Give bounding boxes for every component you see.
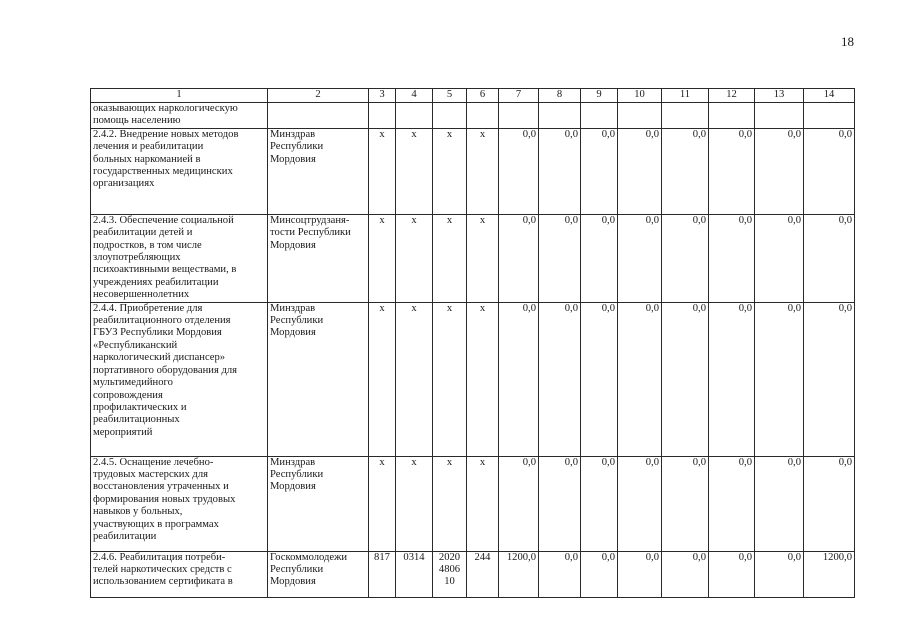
executor-cell bbox=[268, 302, 369, 456]
value-cell-7: 0,0 bbox=[499, 302, 539, 456]
activity-name-line: несовершеннолетних bbox=[93, 289, 190, 301]
value-cell-9 bbox=[581, 103, 618, 129]
activity-name-line: помощь населению bbox=[93, 115, 181, 127]
value-cell-10: 0,0 bbox=[618, 128, 662, 214]
code-cell-3: х bbox=[369, 302, 396, 456]
column-header-5: 5 bbox=[433, 89, 467, 103]
activity-name-line: восстановления утраченных и bbox=[93, 481, 229, 493]
executor-line: Минздрав bbox=[270, 128, 316, 140]
code-cell-5: х bbox=[433, 302, 467, 456]
executor-line: Мордовия bbox=[270, 576, 316, 588]
activity-name-line: портативного оборудования для bbox=[93, 364, 238, 376]
executor-line: Республики bbox=[270, 315, 324, 327]
activity-name-line: трудовых мастерских для bbox=[93, 469, 208, 481]
activity-name-line: навыков у больных, bbox=[93, 506, 183, 518]
executor-line: Республики bbox=[270, 141, 324, 153]
activity-name-line: формирования новых трудовых bbox=[93, 493, 236, 505]
activity-name-cell bbox=[91, 103, 268, 129]
value-cell-14 bbox=[804, 103, 855, 129]
table-row bbox=[91, 302, 855, 456]
executor-line: Мордовия bbox=[270, 239, 316, 251]
activity-name-line: профилактических и bbox=[93, 401, 187, 413]
activity-name-line: наркологический диспансер» bbox=[93, 352, 226, 364]
value-cell-13: 0,0 bbox=[755, 456, 804, 551]
value-cell-7: 1200,0 bbox=[499, 551, 539, 597]
executor-line: Минздрав bbox=[270, 456, 316, 468]
value-cell-11 bbox=[662, 103, 709, 129]
value-cell-14: 0,0 bbox=[804, 456, 855, 551]
activity-name-line: телей наркотических средств с bbox=[93, 564, 232, 576]
value-cell-7: 0,0 bbox=[499, 128, 539, 214]
executor-cell bbox=[268, 214, 369, 302]
column-header-8: 8 bbox=[539, 89, 581, 103]
value-cell-14: 0,0 bbox=[804, 302, 855, 456]
table-row bbox=[91, 456, 855, 551]
code-cell-5: 2020 4806 10 bbox=[433, 551, 467, 597]
value-cell-13: 0,0 bbox=[755, 302, 804, 456]
value-cell-11: 0,0 bbox=[662, 128, 709, 214]
value-cell-9: 0,0 bbox=[581, 302, 618, 456]
code-cell-3: х bbox=[369, 456, 396, 551]
code-cell-6: х bbox=[467, 302, 499, 456]
activity-name-line: злоупотребляющих bbox=[93, 252, 181, 264]
code-cell-6: х bbox=[467, 128, 499, 214]
activity-name-line: 2.4.3. Обеспечение социальной bbox=[93, 214, 234, 226]
value-cell-13: 0,0 bbox=[755, 551, 804, 597]
value-cell-11: 0,0 bbox=[662, 551, 709, 597]
activity-name-line: реабилитации детей и bbox=[93, 227, 193, 239]
value-cell-7: 0,0 bbox=[499, 456, 539, 551]
column-header-2: 2 bbox=[268, 89, 369, 103]
value-cell-10: 0,0 bbox=[618, 456, 662, 551]
executor-line: Минздрав bbox=[270, 302, 316, 314]
activity-name-line: сопровождения bbox=[93, 389, 163, 401]
value-cell-10: 0,0 bbox=[618, 214, 662, 302]
column-header-1: 1 bbox=[91, 89, 268, 103]
code-cell-4: х bbox=[396, 456, 433, 551]
activity-name-line: реабилитационных bbox=[93, 414, 180, 426]
code-cell-6: х bbox=[467, 214, 499, 302]
value-cell-12: 0,0 bbox=[709, 302, 755, 456]
activity-name-line: лечения и реабилитации bbox=[93, 141, 204, 153]
value-cell-12: 0,0 bbox=[709, 551, 755, 597]
activity-name-line: организациях bbox=[93, 178, 155, 190]
table-body bbox=[91, 103, 855, 598]
executor-line: тости Республики bbox=[270, 227, 351, 239]
activity-name-line: 2.4.5. Оснащение лечебно- bbox=[93, 456, 214, 468]
activity-name-line: подростков, в том числе bbox=[93, 239, 202, 251]
code-cell-4: 0314 bbox=[396, 551, 433, 597]
header-row bbox=[91, 89, 855, 103]
code-cell-3: х bbox=[369, 128, 396, 214]
code-cell-4: х bbox=[396, 214, 433, 302]
activity-name-line: психоактивными веществами, в bbox=[93, 264, 237, 276]
activity-name-line: «Республиканский bbox=[93, 339, 178, 351]
value-cell-9: 0,0 bbox=[581, 128, 618, 214]
code-cell-5: х bbox=[433, 214, 467, 302]
code-cell-5: х bbox=[433, 456, 467, 551]
code-cell-4: х bbox=[396, 128, 433, 214]
column-header-7: 7 bbox=[499, 89, 539, 103]
activity-name-line: 2.4.2. Внедрение новых методов bbox=[93, 128, 239, 140]
column-header-4: 4 bbox=[396, 89, 433, 103]
value-cell-8: 0,0 bbox=[539, 456, 581, 551]
value-cell-8: 0,0 bbox=[539, 302, 581, 456]
value-cell-8 bbox=[539, 103, 581, 129]
activity-name-cell bbox=[91, 456, 268, 551]
value-cell-14: 0,0 bbox=[804, 214, 855, 302]
code-cell-3 bbox=[369, 103, 396, 129]
value-cell-14: 0,0 bbox=[804, 128, 855, 214]
column-header-6: 6 bbox=[467, 89, 499, 103]
value-cell-9: 0,0 bbox=[581, 551, 618, 597]
value-cell-10: 0,0 bbox=[618, 302, 662, 456]
value-cell-7: 0,0 bbox=[499, 214, 539, 302]
table-row bbox=[91, 214, 855, 302]
executor-line: Мордовия bbox=[270, 481, 316, 493]
code-cell-6: х bbox=[467, 456, 499, 551]
activity-name-cell bbox=[91, 302, 268, 456]
page-number: 18 bbox=[841, 34, 854, 49]
executor-line: Республики bbox=[270, 469, 324, 481]
activity-name-line: реабилитации bbox=[93, 531, 157, 543]
code-cell-6: 244 bbox=[467, 551, 499, 597]
executor-cell bbox=[268, 103, 369, 129]
value-cell-14: 1200,0 bbox=[804, 551, 855, 597]
activity-name-cell bbox=[91, 128, 268, 214]
activity-name-line: мультимедийного bbox=[93, 377, 173, 389]
value-cell-8: 0,0 bbox=[539, 214, 581, 302]
value-cell-11: 0,0 bbox=[662, 214, 709, 302]
activity-name-line: 2.4.4. Приобретение для bbox=[93, 302, 203, 314]
value-cell-12: 0,0 bbox=[709, 128, 755, 214]
activity-name-line: больных наркоманией в bbox=[93, 153, 201, 165]
code-cell-3: х bbox=[369, 214, 396, 302]
executor-cell bbox=[268, 128, 369, 214]
code-cell-4: х bbox=[396, 302, 433, 456]
column-header-12: 12 bbox=[709, 89, 755, 103]
value-cell-13: 0,0 bbox=[755, 128, 804, 214]
executor-cell bbox=[268, 551, 369, 597]
activity-name-line: учреждениях реабилитации bbox=[93, 276, 219, 288]
column-header-10: 10 bbox=[618, 89, 662, 103]
code-cell-5 bbox=[433, 103, 467, 129]
activity-name-line: использованием сертификата в bbox=[93, 576, 233, 588]
value-cell-13: 0,0 bbox=[755, 214, 804, 302]
value-cell-12: 0,0 bbox=[709, 214, 755, 302]
value-cell-10: 0,0 bbox=[618, 551, 662, 597]
budget-table bbox=[90, 88, 855, 598]
table-row bbox=[91, 128, 855, 214]
activity-name-line: государственных медицинских bbox=[93, 166, 233, 178]
code-cell-6 bbox=[467, 103, 499, 129]
code-cell-3: 817 bbox=[369, 551, 396, 597]
activity-name-line: оказывающих наркологическую bbox=[93, 103, 238, 114]
value-cell-8: 0,0 bbox=[539, 551, 581, 597]
value-cell-11: 0,0 bbox=[662, 302, 709, 456]
executor-cell bbox=[268, 456, 369, 551]
code-cell-4 bbox=[396, 103, 433, 129]
value-cell-9: 0,0 bbox=[581, 456, 618, 551]
column-header-11: 11 bbox=[662, 89, 709, 103]
executor-line: Минсоцтрудзаня- bbox=[270, 214, 350, 226]
column-header-13: 13 bbox=[755, 89, 804, 103]
activity-name-cell bbox=[91, 214, 268, 302]
activity-name-line: ГБУЗ Республики Мордовия bbox=[93, 327, 222, 339]
executor-line: Мордовия bbox=[270, 153, 316, 165]
executor-line: Республики bbox=[270, 564, 324, 576]
value-cell-7 bbox=[499, 103, 539, 129]
value-cell-9: 0,0 bbox=[581, 214, 618, 302]
value-cell-12 bbox=[709, 103, 755, 129]
column-header-9: 9 bbox=[581, 89, 618, 103]
code-cell-5: х bbox=[433, 128, 467, 214]
activity-name-line: 2.4.6. Реабилитация потреби- bbox=[93, 551, 226, 563]
executor-line: Мордовия bbox=[270, 327, 316, 339]
table-row bbox=[91, 551, 855, 597]
table-row bbox=[91, 103, 855, 129]
value-cell-10 bbox=[618, 103, 662, 129]
value-cell-13 bbox=[755, 103, 804, 129]
activity-name-line: мероприятий bbox=[93, 426, 153, 438]
column-header-14: 14 bbox=[804, 89, 855, 103]
activity-name-cell bbox=[91, 551, 268, 597]
executor-line: Госкоммолодежи bbox=[270, 551, 348, 563]
value-cell-11: 0,0 bbox=[662, 456, 709, 551]
value-cell-12: 0,0 bbox=[709, 456, 755, 551]
column-header-3: 3 bbox=[369, 89, 396, 103]
activity-name-line: реабилитационного отделения bbox=[93, 315, 231, 327]
value-cell-8: 0,0 bbox=[539, 128, 581, 214]
activity-name-line: участвующих в программах bbox=[93, 518, 219, 530]
